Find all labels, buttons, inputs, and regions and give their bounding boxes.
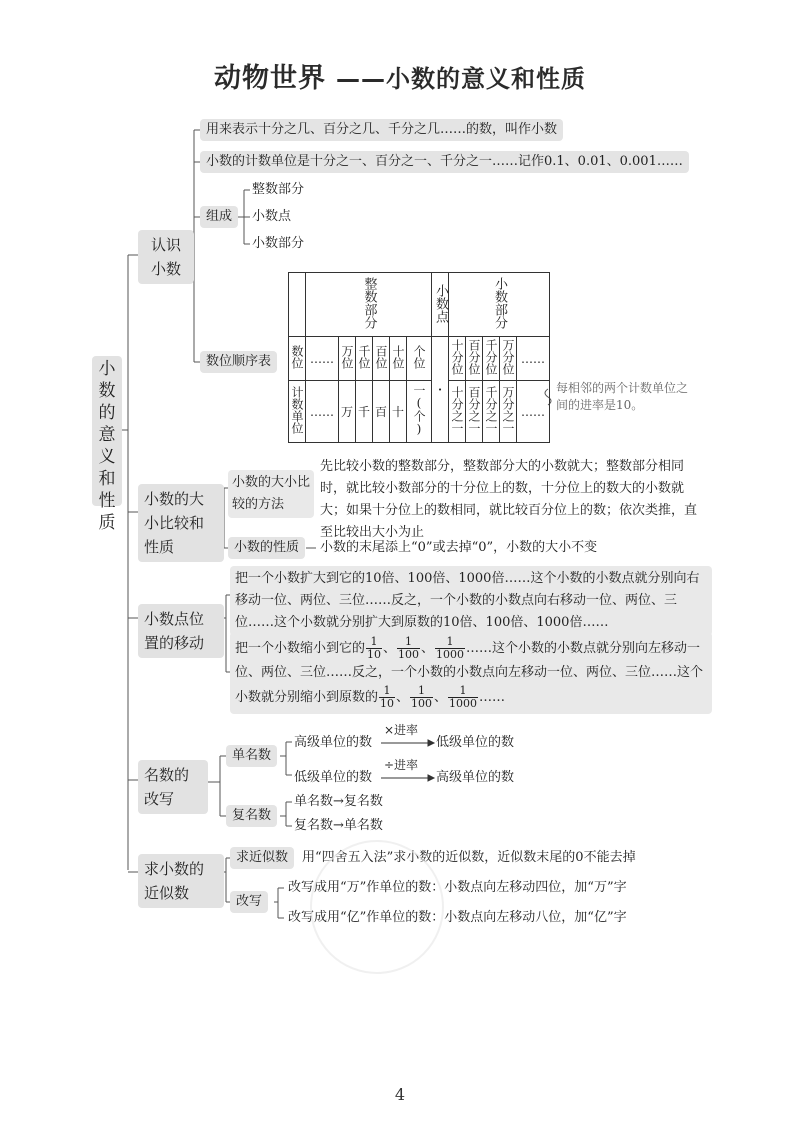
fraction: $\frac{1}{100}$ bbox=[398, 635, 420, 661]
unit-cell: 百 bbox=[373, 381, 390, 443]
rewrite-wan: 改写成用“万”作单位的数：小数点向左移动四位，加“万”字 bbox=[288, 880, 627, 895]
section-point-move: 小数点位置的移动 bbox=[138, 604, 224, 658]
place-cell: 万分位 bbox=[501, 339, 515, 375]
composition-label: 组成 bbox=[200, 206, 238, 228]
property-text: 小数的末尾添上“0”或去掉“0”，小数的大小不变 bbox=[320, 540, 598, 555]
compare-method-text: 先比较小数的整数部分，整数部分大的小数就大；整数部分相同时，就比较小数部分的十分位上的数，十分位上的数大的小数就大；如果十分位上的数相同，就比较百分位上的数；依次类推，直至比较出大小为止 bbox=[320, 459, 698, 540]
root-char: 质 bbox=[98, 513, 116, 533]
approx-text: 用“四舍五入法”求小数的近似数，近似数末尾的0不能去掉 bbox=[302, 850, 636, 865]
rewrite-operation: ×进率 bbox=[384, 723, 419, 737]
unit-cell: …… bbox=[517, 381, 550, 443]
rewrite-from: 低级单位的数 bbox=[294, 770, 373, 785]
root-char: 数 bbox=[98, 381, 116, 401]
compare-method-label: 小数的大小比较的方法 bbox=[228, 470, 314, 518]
enlarge-rule: 把一个小数扩大到它的10倍、100倍、1000倍……这个小数的小数点就分别向右移动一位、两位、三位……反之，一个小数的小数点向右移动一位、两位、三位……这个小数就分别扩大到原数的10倍、100倍、1000倍…… bbox=[230, 566, 712, 636]
place-cell: 十位 bbox=[391, 345, 405, 369]
place-cell: …… bbox=[306, 337, 339, 381]
rewrite-operation: ÷进率 bbox=[384, 758, 419, 772]
section-label: 小数 bbox=[150, 260, 181, 278]
single-unit-label: 单名数 bbox=[226, 745, 277, 767]
composition-integer: 整数部分 bbox=[252, 182, 305, 197]
root-char: 和 bbox=[98, 469, 116, 489]
place-cell: 千分位 bbox=[484, 339, 498, 375]
composition-fraction: 小数部分 bbox=[252, 236, 305, 251]
fraction: $\frac{1}{1000}$ bbox=[449, 684, 478, 710]
section-approximate: 求小数的近似数 bbox=[138, 854, 224, 908]
fraction: $\frac{1}{1000}$ bbox=[436, 635, 465, 661]
rewrite-yi: 改写成用“亿”作单位的数：小数点向左移动八位，加“亿”字 bbox=[288, 910, 627, 925]
fraction: $\frac{1}{10}$ bbox=[380, 684, 395, 710]
unit-cell: …… bbox=[306, 381, 339, 443]
unit-cell: 千 bbox=[356, 381, 373, 443]
rewrite-to: 高级单位的数 bbox=[436, 770, 515, 785]
shrink-rule: 把一个小数缩小到它的 $\frac{1}{10}$ 、 $\frac{1}{100}$ 、 $\frac{1}{1000}$ ……这个小数的小数点就分别向左移动一位、两位、三位……反之，一个小数的小数点向左移动一位、两位、三位……这个小数就分别缩小到原数的 $\frac{1}{10}$ 、 $\frac{1}{100}$ 、 $\frac{1}{1000}$ …… bbox=[230, 632, 712, 714]
row-label-place: 数位 bbox=[289, 337, 306, 381]
section-label: 认识 bbox=[150, 236, 181, 254]
decimal-part-header: 小数部分 bbox=[449, 273, 550, 337]
place-value-label: 数位顺序表 bbox=[200, 351, 277, 373]
unit-cell: 十 bbox=[390, 381, 407, 443]
place-value-table bbox=[288, 272, 550, 443]
page-title bbox=[0, 56, 800, 95]
rate-note: 每相邻的两个计数单位之间的进率是10。 bbox=[556, 381, 689, 412]
fraction: $\frac{1}{10}$ bbox=[367, 635, 382, 661]
point-header: 小数点 bbox=[432, 273, 449, 337]
compound-rewrite: 复名数→单名数 bbox=[294, 818, 383, 833]
row-label-unit: 计数单位 bbox=[289, 381, 306, 443]
place-cell: 千位 bbox=[357, 345, 371, 369]
section-rewrite-units: 名数的改写 bbox=[138, 760, 208, 814]
root-char: 小 bbox=[98, 359, 116, 379]
place-cell: 十分位 bbox=[450, 339, 464, 375]
decimal-definition: 用来表示十分之几、百分之几、千分之几……的数，叫作小数 bbox=[200, 119, 563, 141]
approx-label: 求近似数 bbox=[230, 847, 294, 869]
root-char: 的 bbox=[98, 403, 116, 423]
integer-part-header: 整数部分 bbox=[306, 273, 432, 337]
decimal-point: · bbox=[432, 337, 449, 443]
place-cell: …… bbox=[517, 337, 550, 381]
title-main: 动物世界 bbox=[214, 63, 326, 94]
section-compare: 小数的大小比较和性质 bbox=[138, 484, 224, 562]
root-char: 性 bbox=[98, 491, 116, 511]
place-cell: 万位 bbox=[340, 345, 354, 369]
place-cell: 百分位 bbox=[467, 339, 481, 375]
page-number: 4 bbox=[394, 1085, 406, 1104]
place-cell: 百位 bbox=[374, 345, 388, 369]
compound-unit-label: 复名数 bbox=[226, 805, 277, 827]
title-sub: ——小数的意义和性质 bbox=[336, 65, 586, 93]
rewrite-to: 低级单位的数 bbox=[436, 735, 515, 750]
rewrite-from: 高级单位的数 bbox=[294, 735, 373, 750]
root-char: 意 bbox=[98, 425, 116, 445]
unit-cell: 万分之一 bbox=[501, 386, 515, 434]
unit-cell: 千分之一 bbox=[484, 386, 498, 434]
root-char: 义 bbox=[98, 447, 116, 467]
fraction: $\frac{1}{100}$ bbox=[411, 684, 433, 710]
unit-cell: 一(个) bbox=[412, 384, 426, 436]
unit-cell: 万 bbox=[339, 381, 356, 443]
unit-cell: 十分之一 bbox=[450, 386, 464, 434]
rewrite-label: 改写 bbox=[230, 891, 268, 913]
root-topic bbox=[92, 356, 122, 533]
compound-rewrite: 单名数→复名数 bbox=[294, 794, 383, 809]
unit-cell: 百分之一 bbox=[467, 386, 481, 434]
counting-unit: 小数的计数单位是十分之一、百分之一、千分之一……记作0.1、0.01、0.001…… bbox=[200, 151, 689, 173]
watermark-stamp bbox=[310, 840, 444, 974]
section-recognize-decimals bbox=[138, 230, 194, 284]
property-label: 小数的性质 bbox=[228, 537, 305, 559]
composition-point: 小数点 bbox=[252, 209, 292, 224]
place-cell: 个位 bbox=[412, 345, 426, 369]
